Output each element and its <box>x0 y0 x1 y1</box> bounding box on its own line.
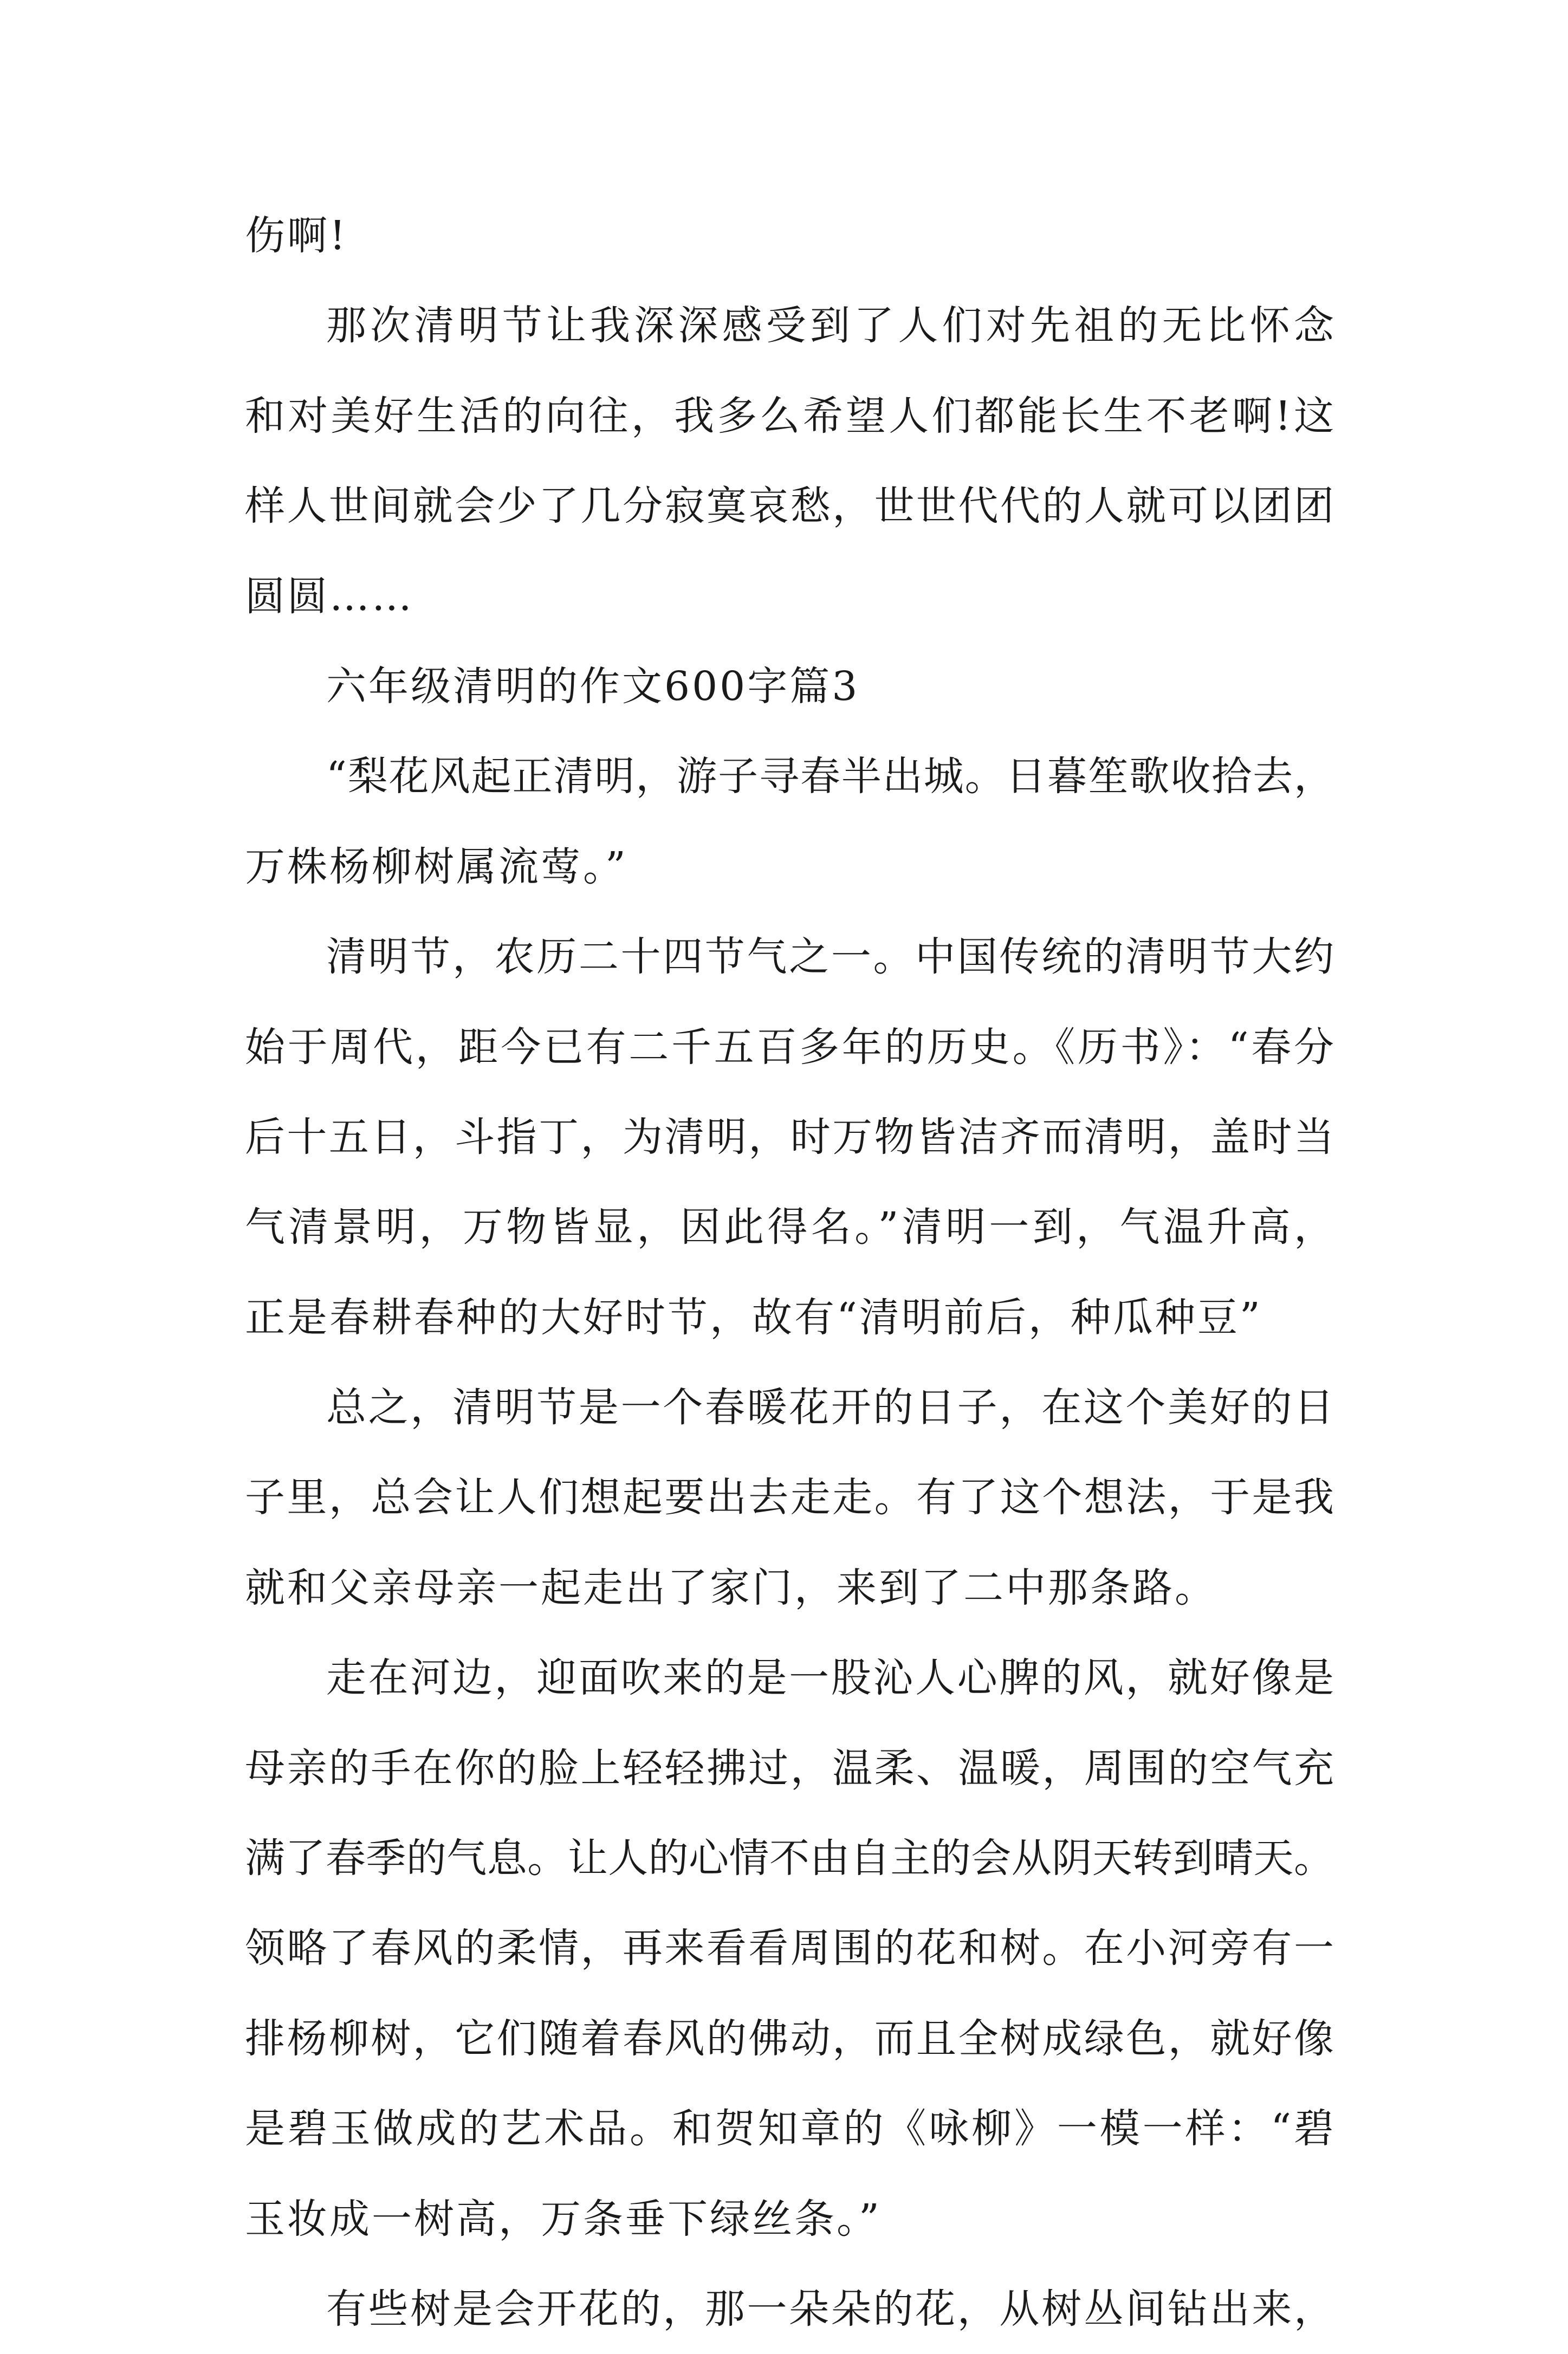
paragraph-first-line: 清明节，农历二十四节气之一。中国传统的清明节大约 <box>326 933 1334 981</box>
text-line: 母亲的手在你的脸上轻轻拂过，温柔、温暖，周围的空气充 <box>245 1745 1334 1792</box>
text-line: 正是春耕春种的大好时节，故有“清明前后，种瓜种豆” <box>245 1294 1262 1341</box>
paragraph-first-line: 那次清明节让我深深感受到了人们对先祖的无比怀念 <box>326 302 1334 349</box>
text-line: 气清景明，万物皆显，因此得名。”清明一到，气温升高， <box>245 1204 1334 1251</box>
paragraph-first-line: 总之，清明节是一个春暖花开的日子，在这个美好的日 <box>326 1384 1334 1431</box>
text-line: 就和父亲母亲一起走出了家门，来到了二中那条路。 <box>245 1564 1217 1611</box>
paragraph-first-line: 有些树是会开花的，那一朵朵的花，从树丛间钻出来， <box>326 2285 1334 2332</box>
text-line: 领略了春风的柔情，再来看看周围的花和树。在小河旁有一 <box>245 1925 1334 1972</box>
text-line: 是碧玉做成的艺术品。和贺知章的《咏柳》一模一样：“碧 <box>245 2105 1334 2152</box>
paragraph-first-line: 走在河边，迎面吹来的是一股沁人心脾的风，就好像是 <box>326 1655 1334 1702</box>
text-line: 圆圆…… <box>245 573 414 620</box>
text-line: 排杨柳树，它们随着春风的佛动，而且全树成绿色，就好像 <box>245 2015 1334 2062</box>
text-line: 满了春季的气息。让人的心情不由自主的会从阴天转到晴天。 <box>245 1835 1334 1882</box>
text-line: 和对美好生活的向往，我多么希望人们都能长生不老啊!这 <box>245 392 1334 439</box>
text-line: 万株杨柳树属流莺。” <box>245 843 628 890</box>
text-line: 后十五日，斗指丁，为清明，时万物皆洁齐而清明，盖时当 <box>245 1113 1334 1160</box>
text-line: 始于周代，距今已有二千五百多年的历史。《历书》：“春分 <box>245 1023 1334 1071</box>
paragraph-first-line: “梨花风起正清明，游子寻春半出城。日暮笙歌收拾去， <box>326 753 1334 800</box>
section-heading: 六年级清明的作文600字篇3 <box>326 663 860 710</box>
text-line: 子里，总会让人们想起要出去走走。有了这个想法，于是我 <box>245 1474 1334 1521</box>
text-line: 玉妆成一树高，万条垂下绿丝条。” <box>245 2195 882 2242</box>
text-line: 伤啊! <box>245 212 348 259</box>
text-line: 样人世间就会少了几分寂寞哀愁，世世代代的人就可以团团 <box>245 483 1334 530</box>
essay-body <box>245 191 1334 2354</box>
